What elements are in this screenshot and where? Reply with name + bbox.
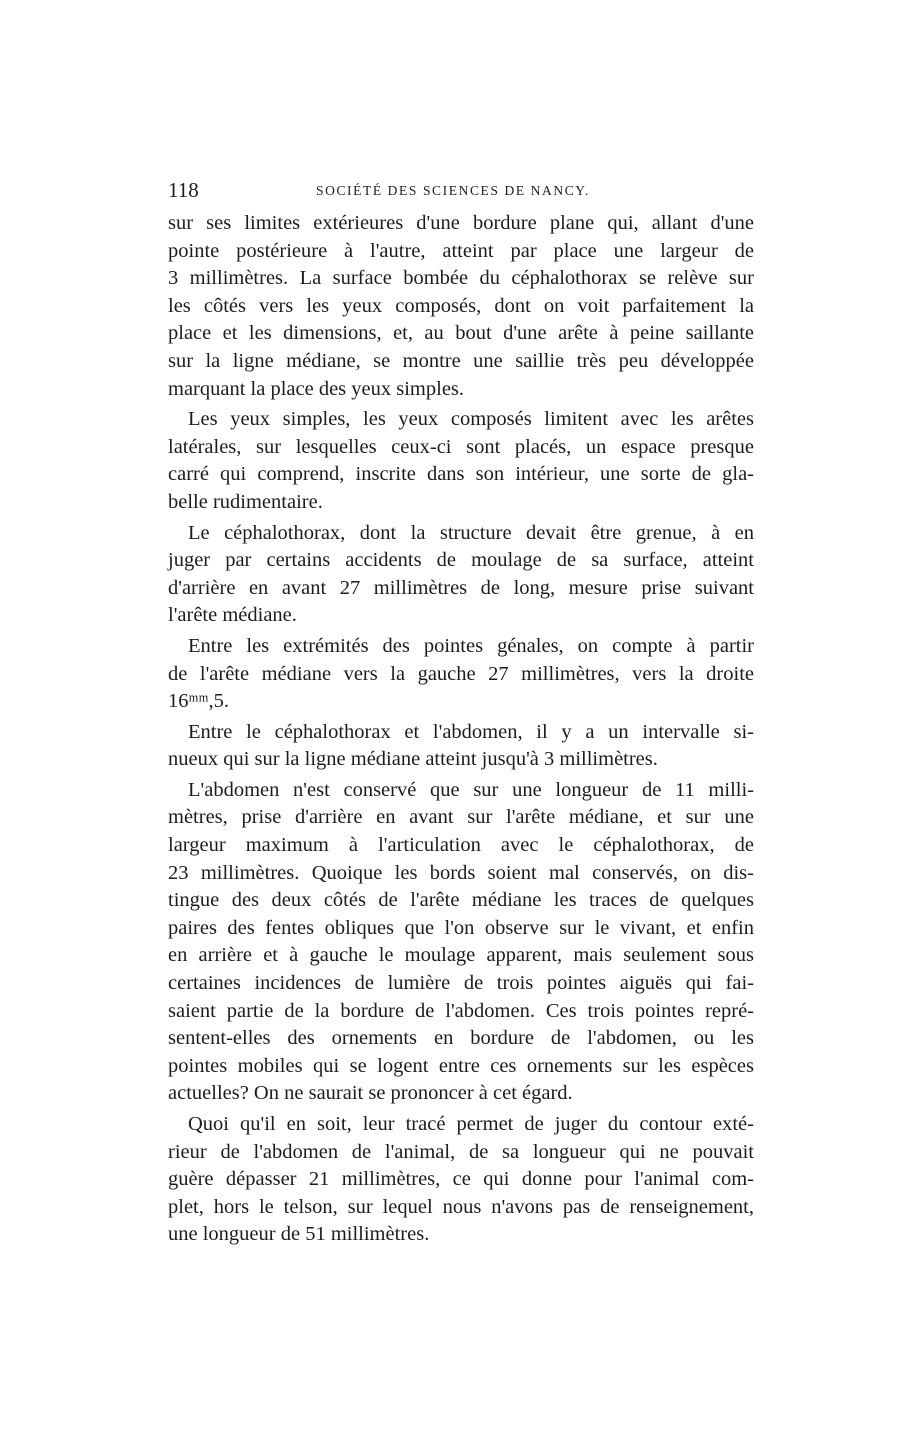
paragraph [168, 406, 754, 516]
text-line: saient partie de la bordure de l'abdomen. Ces trois pointes repré- [168, 999, 754, 1022]
text-line: Quoi qu'il en soit, leur tracé permet de juger du contour exté- [188, 1113, 754, 1135]
text-line: d'arrière en avant 27 millimètres de long, mesure prise suivant [168, 576, 754, 599]
text-line: L'abdomen n'est conservé que sur une longueur de 11 milli- [188, 778, 754, 801]
paragraph [168, 633, 754, 716]
text-line: paires des fentes obliques que l'on observe sur le vivant, et enfin [168, 916, 754, 939]
text-line: place et les dimensions, et, au bout d'une arête à peine saillante [168, 322, 754, 345]
text-line: 23 millimètres. Quoique les bords soient mal conservés, on dis- [168, 861, 754, 884]
paragraph [168, 719, 754, 774]
text-line: sur la ligne médiane, se montre une saillie très peu développée [168, 349, 754, 372]
text-line: tingue des deux côtés de l'arête médiane les traces de quelques [168, 889, 754, 912]
page-number: 118 [168, 178, 199, 202]
page-header [168, 178, 754, 206]
text-line: les côtés vers les yeux composés, dont on voit parfaitement la [168, 294, 754, 317]
paragraph [168, 520, 754, 630]
text-line: en arrière et à gauche le moulage apparent, mais seulement sous [168, 944, 754, 967]
text-line: carré qui comprend, inscrite dans son intérieur, une sorte de gla- [168, 463, 754, 486]
text-line: l'arête médiane. [168, 604, 297, 627]
text-line: nueux qui sur la ligne médiane atteint jusqu'à 3 millimètres. [168, 748, 658, 771]
paragraph [168, 210, 754, 403]
text-line: sentent-elles des ornements en bordure de l'abdomen, ou les [168, 1027, 754, 1050]
text-line: actuelles? On ne saurait se prononcer à cet égard. [168, 1082, 573, 1105]
text-line: 16ᵐᵐ,5. [168, 690, 230, 713]
text-line: sur ses limites extérieures d'une bordure plane qui, allant d'une [168, 212, 754, 234]
text-line: plet, hors le telson, sur lequel nous n'avons pas de renseignement, [168, 1195, 754, 1218]
text-line: Entre les extrémités des pointes génales, on compte à partir [188, 634, 754, 657]
text-line: juger par certains accidents de moulage de sa surface, atteint [168, 549, 754, 572]
text-line: Les yeux simples, les yeux composés limitent avec les arêtes [188, 408, 754, 431]
text-line: pointe postérieure à l'autre, atteint par place une largeur de [168, 239, 754, 262]
paragraph [168, 777, 754, 1108]
body-text [168, 210, 754, 1249]
text-line: largeur maximum à l'articulation avec le céphalothorax, de [168, 834, 754, 857]
paragraph [168, 1111, 754, 1249]
running-title: SOCIÉTÉ DES SCIENCES DE NANCY. [316, 183, 590, 198]
text-line: une longueur de 51 millimètres. [168, 1223, 430, 1246]
text-line: belle rudimentaire. [168, 490, 323, 513]
text-line: guère dépasser 21 millimètres, ce qui donne pour l'animal com- [168, 1168, 754, 1191]
text-line: marquant la place des yeux simples. [168, 377, 465, 400]
text-line: rieur de l'abdomen de l'animal, de sa longueur qui ne pouvait [168, 1140, 754, 1163]
text-line: pointes mobiles qui se logent entre ces ornements sur les espèces [168, 1054, 754, 1077]
text-line: mètres, prise d'arrière en avant sur l'arête médiane, et sur une [168, 806, 754, 829]
text-line: certaines incidences de lumière de trois pointes aiguës qui fai- [168, 972, 754, 995]
text-line: Entre le céphalothorax et l'abdomen, il y a un intervalle si- [188, 720, 754, 743]
text-line: de l'arête médiane vers la gauche 27 millimètres, vers la droite [168, 662, 754, 685]
text-line: 3 millimètres. La surface bombée du céphalothorax se relève sur [168, 267, 754, 290]
text-line: Le céphalothorax, dont la structure devait être grenue, à en [188, 521, 754, 544]
text-line: latérales, sur lesquelles ceux-ci sont placés, un espace presque [168, 435, 754, 458]
